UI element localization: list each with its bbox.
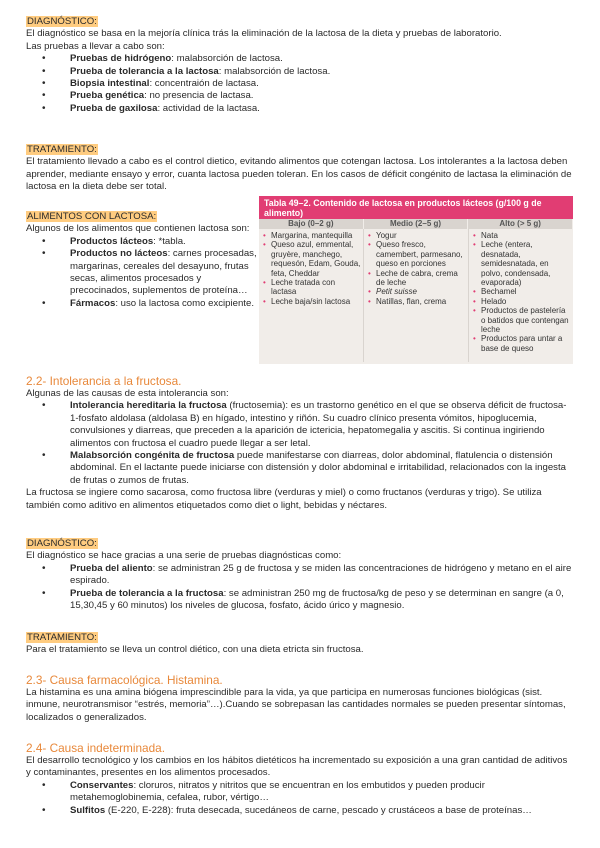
list-item: • Productos lácteos: *tabla.	[26, 236, 258, 248]
list-item: • Sulfitos (E-220, E-228): fruta desecada, sucedáneos de carne, pescado y crustáceos a base de proteínas…	[26, 805, 574, 817]
fructose-diagnosis-intro: El diagnóstico se hace gracias a una serie de pruebas diagnósticas como:	[26, 550, 342, 562]
list-item: • Productos no lácteos: carnes procesadas, margarinas, cereales del desayuno, frutas secas, alimentos procesados y precocinados, suplementos de proteína…	[26, 248, 258, 298]
lactose-treatment-text: El tratamiento llevado a cabo es el control dietico, evitando alimentos que cotengan lactosa. Los intolerantes a la lactosa deben aprender, mediante ensayo y error, cuanta lactosa pueden toleran. En los casos de déficit congénito de lactasa la eliminación de lactosa en la dieta debe ser total.	[26, 156, 572, 193]
table-cell: • Productos de pastelería o batidos que contengan leche	[473, 306, 571, 334]
list-item: • Prueba de tolerancia a la lactosa: malabsorción de lactosa.	[26, 66, 574, 78]
lactose-tests-list	[26, 53, 574, 115]
lactose-foods-list	[26, 236, 258, 310]
fructose-diagnosis-heading: DIAGNÓSTICO:	[27, 538, 97, 549]
table-cell: • Leche (entera, desnatada, semidesnatada, en polvo, condensada, evaporada)	[473, 240, 571, 287]
list-item: • Fármacos: uso la lactosa como excipiente.	[26, 298, 258, 310]
column-low	[259, 229, 364, 362]
fructose-causes-list	[26, 400, 574, 487]
undetermined-heading: 2.4- Causa indeterminada.	[26, 741, 166, 755]
fructose-treatment-text: Para el tratamiento se lleva un control diético, con una dieta etricta sin fructosa.	[26, 644, 364, 656]
column-header-low: Bajo (0–2 g)	[259, 219, 364, 229]
list-item: • Prueba del aliento: se administran 25 g de fructosa y se miden las concentraciones de hidrógeno y metano en el aire espirado.	[26, 563, 574, 588]
table-header-row	[259, 219, 573, 229]
column-high	[469, 229, 573, 362]
fructose-treatment-heading: TRATAMIENTO:	[27, 632, 97, 643]
lactose-tests-intro: Las pruebas a llevar a cabo son:	[26, 40, 165, 52]
lactose-content-table	[259, 196, 573, 364]
list-item: • Prueba de tolerancia a la fructosa: se administran 250 mg de fructosa/kg de peso y se determinan en sangre (a 0, 15,30,45 y 60 minutos) los niveles de glucosa, fosfato, ácido úrico y magnesio.	[26, 588, 574, 613]
lactose-diagnosis-text: El diagnóstico se basa en la mejoría clínica trás la eliminación de la lactosa de la dieta y pruebas de laboratorio.	[26, 28, 502, 40]
lactose-diagnosis-section	[26, 16, 574, 115]
list-item: • Intolerancia hereditaria la fructosa (fructosemia): es un trastorno genético en el que se observa déficit de fructosa-1-fosfato aldolasa (aldolasa B) en hígado, intestino y riñón. Su cuadro clínico presenta vómitos, hipoglucemia, convulsiones y diarreas, que preceden a la aparición de ictericia, hepatomegalia y ascitis. Si continua ingiriendo alimentos con fructosa el cuadro puede llegar a ser letal.	[26, 400, 574, 450]
table-cell: • Petit suisse	[368, 287, 466, 296]
lactose-diagnosis-heading: DIAGNÓSTICO:	[27, 16, 97, 27]
lactose-treatment-section	[26, 144, 574, 194]
lactose-foods-intro: Algunos de los alimentos que contienen lactosa son:	[26, 223, 250, 235]
table-cell: • Natillas, flan, crema	[368, 297, 466, 306]
undetermined-text: El desarrollo tecnológico y los cambios en los hábitos dietéticos ha incrementado su exposición a una gran cantidad de aditivos y contaminantes, presentes en los alimentos procesados.	[26, 755, 568, 779]
list-item: • Biopsia intestinal: concentraión de lactasa.	[26, 78, 574, 90]
table-cell: • Leche tratada con lactasa	[263, 278, 361, 297]
column-medium	[364, 229, 469, 362]
additives-list	[26, 780, 574, 817]
histamine-heading: 2.3- Causa farmacológica. Histamina.	[26, 673, 223, 687]
histamine-section	[26, 673, 574, 724]
column-header-medium: Medio (2–5 g)	[364, 219, 469, 229]
table-cell: • Queso fresco, camembert, parmesano, queso en porciones	[368, 240, 466, 268]
fructose-treatment-section	[26, 632, 574, 657]
fructose-intro: Algunas de las causas de esta intolerancia son:	[26, 388, 229, 399]
table-cell: • Leche baja/sin lactosa	[263, 297, 361, 306]
table-cell: • Bechamel	[473, 287, 571, 296]
table-title: Tabla 49–2. Contenido de lactosa en productos lácteos (g/100 g de alimento)	[259, 196, 573, 219]
table-cell: • Queso azul, emmental, gruyère, manchego, requesón, Edam, Gouda, feta, Cheddar	[263, 240, 361, 278]
fructose-diagnosis-section	[26, 538, 574, 612]
list-item: • Prueba genética: no presencia de lactasa.	[26, 90, 574, 102]
list-item: • Malabsorción congénita de fructosa puede manifestarse con diarreas, dolor abdominal, flatulencia o distensión abdominal. En el lactante puede iniciarse con distensión y dolor abdominal e irritabilidad, relacionados con la ingesta de frutas o zumos de frutas.	[26, 450, 574, 487]
table-cell: • Yogur	[368, 231, 466, 240]
list-item: • Conservantes: cloruros, nitratos y nitritos que se encuentran en los embutidos y pueden producir metahemoglobinemia, cefalea, rubor, vértigo…	[26, 780, 574, 805]
table-cell: • Leche de cabra, crema de leche	[368, 269, 466, 288]
lactose-foods-section	[26, 211, 258, 310]
fructose-heading: 2.2- Intolerancia a la fructosa.	[26, 374, 182, 388]
table-cell: • Nata	[473, 231, 571, 240]
table-body	[259, 229, 573, 362]
list-item: • Prueba de gaxilosa: actividad de la lactasa.	[26, 103, 574, 115]
undetermined-section	[26, 741, 574, 817]
table-cell: • Margarina, mantequilla	[263, 231, 361, 240]
fructose-tests-list	[26, 563, 574, 613]
fructose-section	[26, 374, 574, 512]
fructose-outro: La fructosa se ingiere como sacarosa, como fructosa libre (verduras y miel) o como fructanos (verduras y trigo). Se utiliza también como aditivo en alimentos etiquetados como diet o light, bebidas y néctares.	[26, 487, 542, 511]
list-item: • Pruebas de hidrógeno: malabsorción de lactosa.	[26, 53, 574, 65]
column-header-high: Alto (> 5 g)	[468, 219, 573, 229]
table-cell: • Helado	[473, 297, 571, 306]
lactose-foods-heading: ALIMENTOS CON LACTOSA:	[27, 211, 157, 222]
lactose-treatment-heading: TRATAMIENTO:	[27, 144, 97, 155]
table-cell: • Productos para untar a base de queso	[473, 334, 571, 353]
histamine-text: La histamina es una amina biógena imprescindible para la vida, ya que participa en numerosas funciones biológicas (sist. inmune, neurotransmisor “estrés, memoria”…).Cuando se sobrepasan las cantidades normales se pueden presentar síntomas, localizados o generalizados.	[26, 687, 566, 723]
